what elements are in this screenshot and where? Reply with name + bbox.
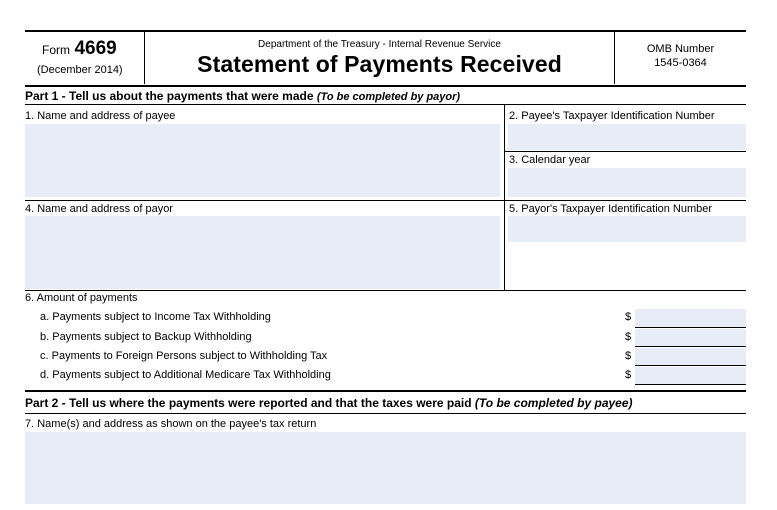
line6d-dollar-sign: $ [625,369,632,381]
line6c-underline [635,365,746,366]
part1-heading-text: Part 1 - Tell us about the payments that were made [25,89,314,103]
omb-number: 1545-0364 [654,57,707,69]
line6c-amount-field[interactable] [635,348,746,365]
line6a-label: a. Payments subject to Income Tax Withholding [40,311,271,323]
part1-column-divider [504,105,505,290]
header-bottom-border [25,85,746,87]
department-name: Department of the Treasury - Internal Revenue Service [258,39,501,50]
part1-heading [25,89,460,103]
part2-note: (To be completed by payee) [474,396,633,410]
line6a-dollar-sign: $ [625,311,632,323]
payee-tin-field[interactable] [508,124,746,150]
part2-heading-text: Part 2 - Tell us where the payments were reported and that the taxes were paid [25,396,472,410]
line4-5-bottom-rule [25,290,746,291]
line2-label: 2. Payee's Taxpayer Identification Number [509,110,715,122]
line2-rule [505,151,746,152]
line1-3-bottom-rule [25,200,746,201]
part2-heading-rule [25,413,746,414]
line6b-underline [635,346,746,347]
line6b-label: b. Payments subject to Backup Withholding [40,331,252,343]
form-word: Form [42,43,70,57]
line6b-dollar-sign: $ [625,331,632,343]
payor-tin-field[interactable] [508,216,746,242]
form-date: (December 2014) [37,64,123,76]
form-label [42,38,117,60]
payee-return-name-address-field[interactable] [25,432,746,504]
line6c-label: c. Payments to Foreign Persons subject to Withholding Tax [40,350,328,362]
part1-bottom-border [25,390,746,392]
line6-label: 6. Amount of payments [25,292,138,304]
part2-heading [25,396,633,410]
line6a-amount-field[interactable] [635,309,746,327]
part1-note: (To be completed by payor) [316,91,461,103]
form-number: 4669 [74,38,117,59]
line1-label: 1. Name and address of payee [25,110,176,122]
line7-label: 7. Name(s) and address as shown on the payee's tax return [25,418,317,430]
line6d-label: d. Payments subject to Additional Medicare Tax Withholding [40,369,331,381]
part1-heading-rule [25,104,746,105]
calendar-year-field[interactable] [508,168,746,197]
top-border [25,30,746,32]
line6d-underline [635,384,746,385]
line6b-amount-field[interactable] [635,329,746,346]
line4-label: 4. Name and address of payor [25,203,173,215]
payor-name-address-field[interactable] [25,216,500,289]
payee-name-address-field[interactable] [25,124,500,197]
line3-label: 3. Calendar year [509,154,591,166]
line6d-amount-field[interactable] [635,367,746,384]
form-title: Statement of Payments Received [197,51,562,77]
line6c-dollar-sign: $ [625,350,632,362]
line5-label: 5. Payor's Taxpayer Identification Number [509,203,713,215]
line6a-underline [635,327,746,328]
omb-label: OMB Number [646,43,715,55]
